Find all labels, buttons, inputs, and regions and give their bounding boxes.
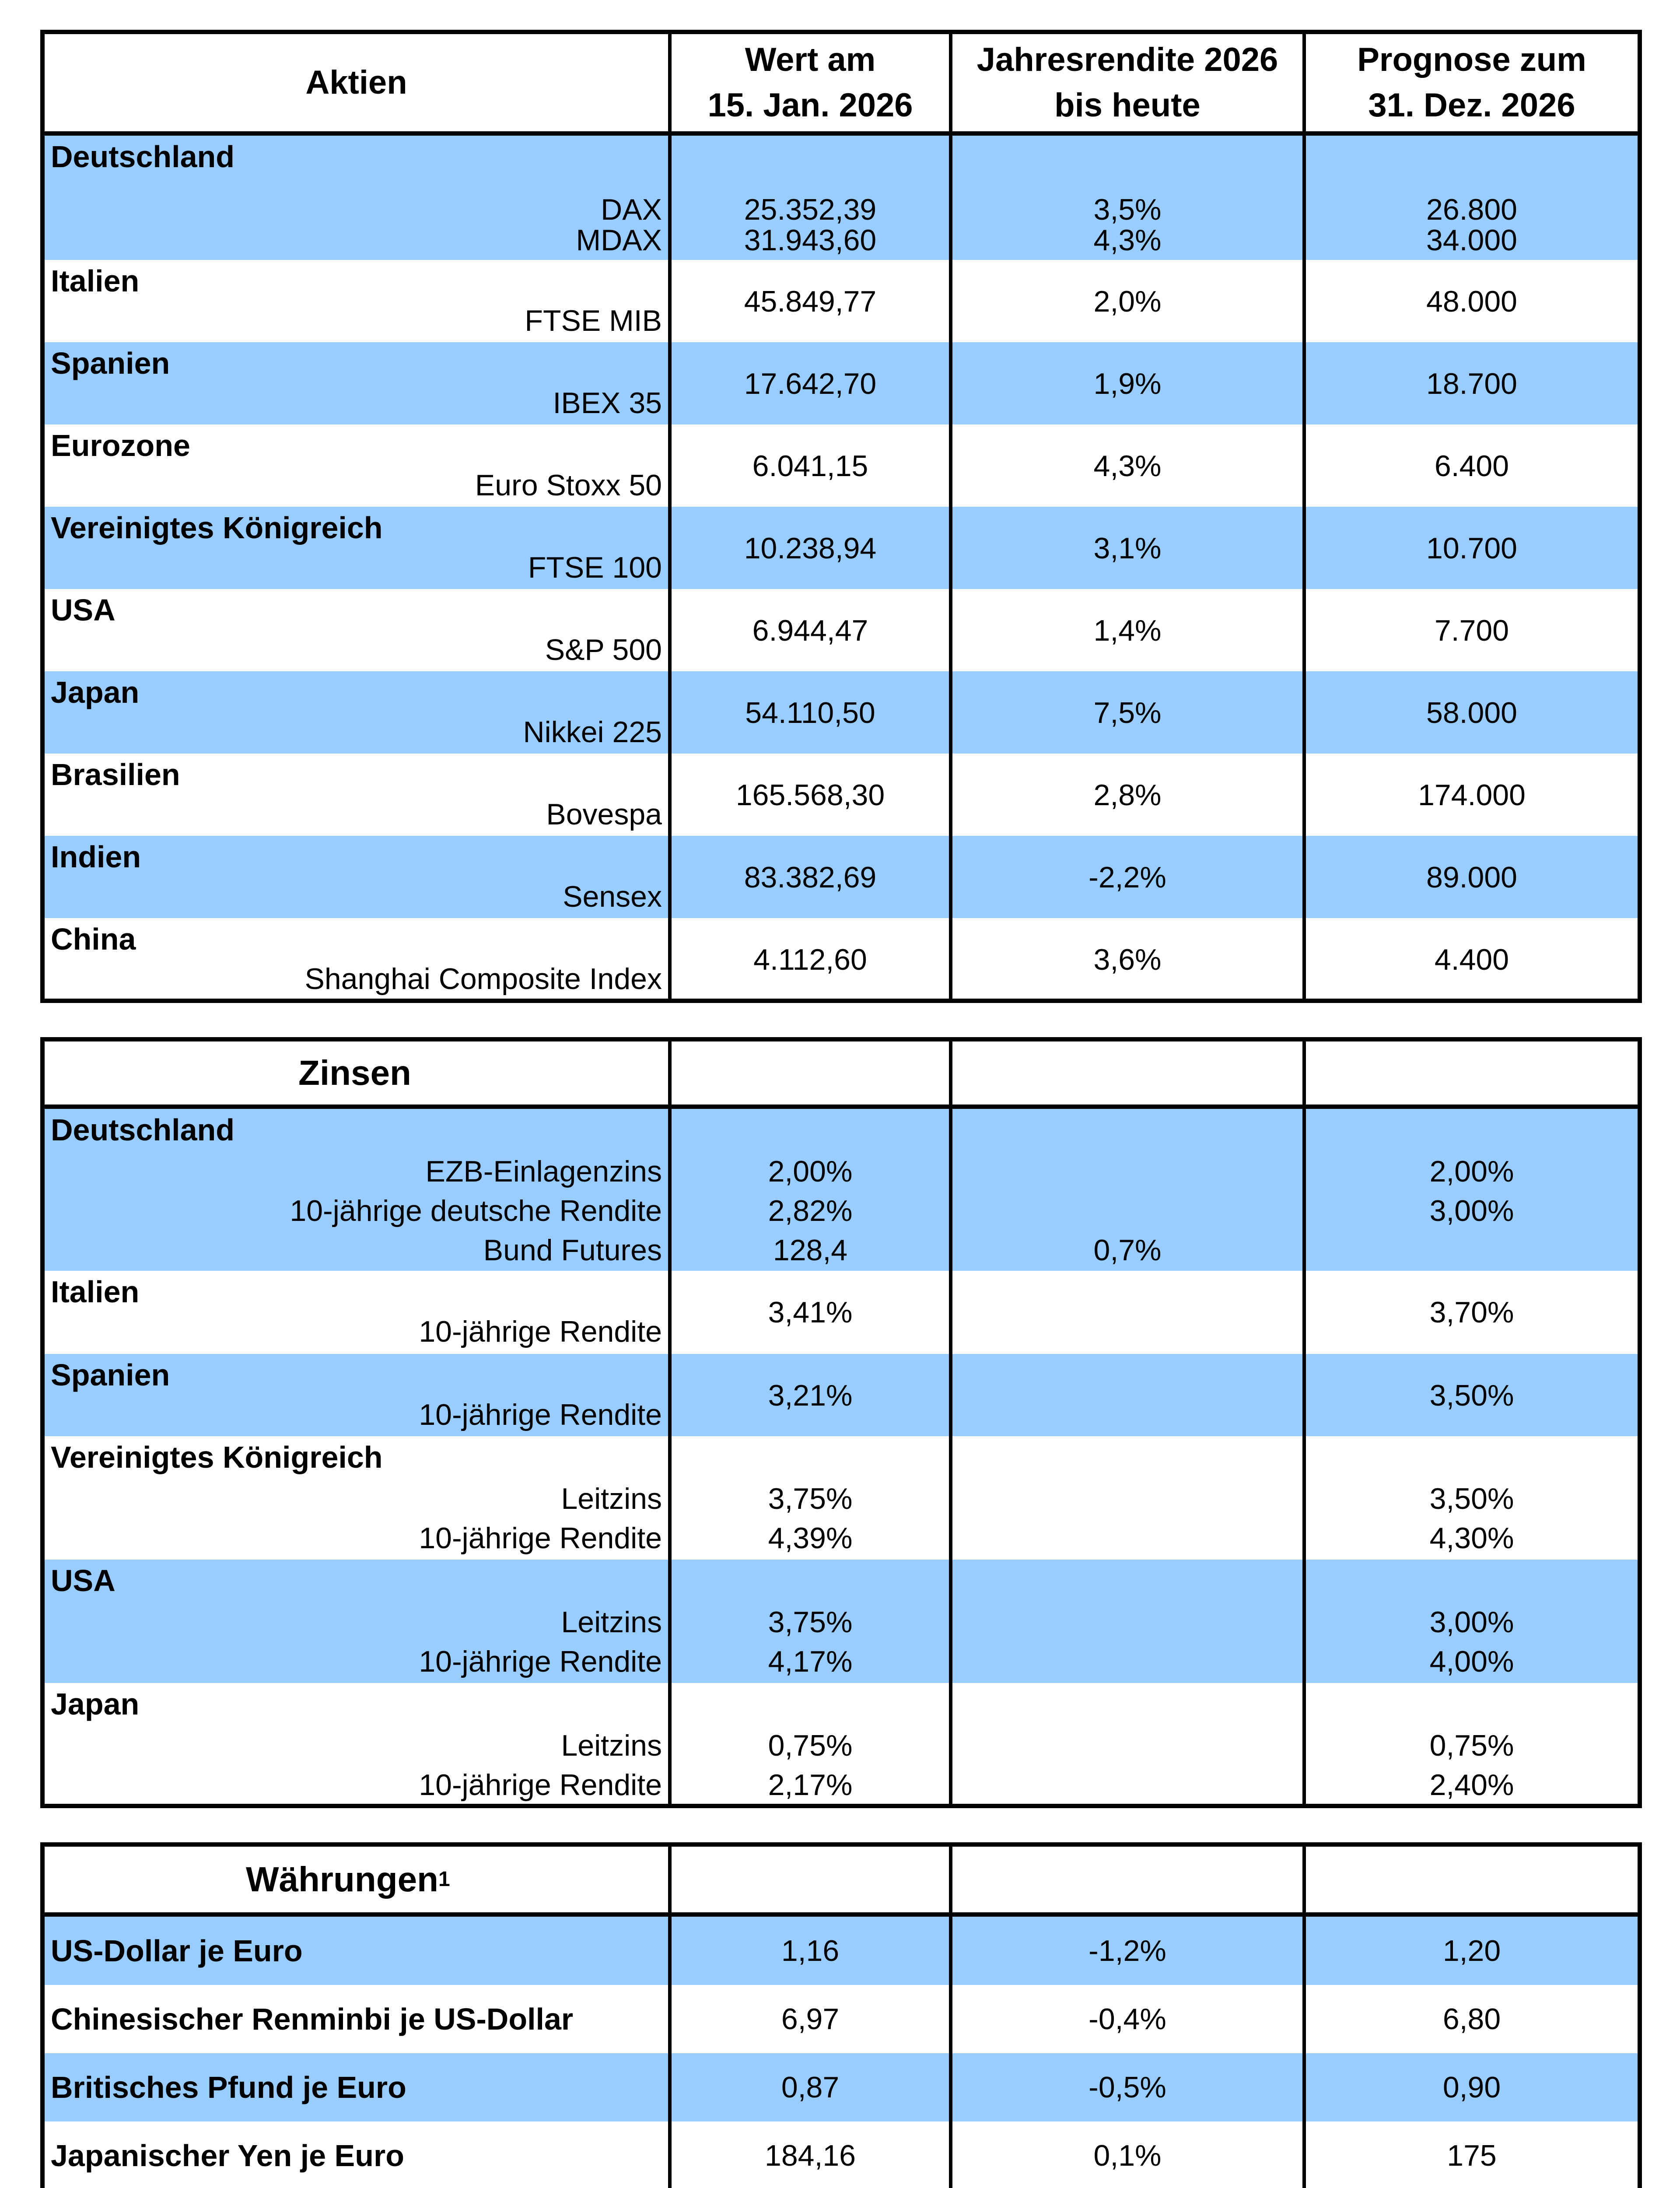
rate-name: 10-jährige Rendite: [419, 1645, 662, 1678]
value-cell: 0,87: [781, 2071, 840, 2104]
forecast-cell: 175: [1447, 2139, 1497, 2172]
country-label: Italien: [51, 264, 140, 298]
forecast-cell: 6.400: [1434, 449, 1509, 483]
rate-name: 10-jährige Rendite: [419, 1398, 662, 1431]
table-row: [45, 836, 1638, 918]
table-row: [45, 1354, 1638, 1436]
country-label: Eurozone: [51, 428, 190, 463]
waehrungen-table: [40, 1842, 1642, 2188]
forecast-cell: 4,00%: [1429, 1645, 1514, 1678]
forecast-cell: 0,90: [1442, 2071, 1501, 2104]
value-cell: 184,16: [765, 2139, 856, 2172]
forecast-cell: 174.000: [1418, 778, 1526, 812]
table-row: [45, 507, 1638, 589]
rate-name: 10-jährige Rendite: [419, 1315, 662, 1348]
index-name: FTSE 100: [528, 551, 662, 584]
value-cell: 6,97: [781, 2002, 840, 2036]
value-cell: 3,75%: [768, 1606, 853, 1639]
rate-name: Leitzins: [561, 1729, 662, 1762]
country-label: Vereinigtes Königreich: [51, 511, 383, 545]
value-cell: 2,82%: [768, 1194, 853, 1227]
country-label: Italien: [51, 1275, 140, 1309]
table-row: [45, 1436, 1638, 1560]
value-cell: 6.041,15: [752, 449, 868, 483]
country-label: Deutschland: [51, 1113, 235, 1147]
forecast-cell: 18.700: [1426, 367, 1517, 400]
forecast-cell: 3,70%: [1429, 1296, 1514, 1329]
country-label: Vereinigtes Königreich: [51, 1440, 383, 1474]
forecast-cell: 4,30%: [1429, 1522, 1514, 1555]
country-label: Brasilien: [51, 757, 180, 792]
forecast-cell: 58.000: [1426, 696, 1517, 729]
ytd-cell: 3,6%: [1093, 943, 1162, 976]
zinsen-title: Zinsen: [298, 1053, 411, 1092]
rate-name: Leitzins: [561, 1482, 662, 1515]
forecast-cell: 2,40%: [1429, 1768, 1514, 1802]
value-cell: 31.943,60: [744, 224, 877, 257]
country-label: Indien: [51, 840, 141, 874]
forecast-cell: 34.000: [1426, 224, 1517, 257]
table-row: [45, 136, 1638, 260]
country-label: Japan: [51, 675, 140, 709]
table-row: [45, 424, 1638, 507]
value-cell: 165.568,30: [735, 778, 885, 812]
value-cell: 4,17%: [768, 1645, 853, 1678]
table-row: [45, 1271, 1638, 1354]
zinsen-header-row: [45, 1041, 1638, 1109]
waehrungen-header-row: [45, 1847, 1638, 1917]
date-header: Wert am 15. Jan. 2026: [707, 41, 913, 124]
value-cell: 2,17%: [768, 1768, 853, 1802]
forecast-cell: 10.700: [1426, 532, 1517, 565]
value-cell: 10.238,94: [744, 532, 877, 565]
ytd-cell: 4,3%: [1093, 449, 1162, 483]
country-label: Japan: [51, 1687, 140, 1721]
waehrungen-title: Währungen 1: [246, 1860, 450, 1899]
forecast-cell: 6,80: [1442, 2002, 1501, 2036]
rate-name: EZB-Einlagenzins: [425, 1155, 662, 1188]
country-label: Spanien: [51, 346, 170, 380]
index-name: Bovespa: [546, 798, 662, 831]
forecast-cell: 1,20: [1442, 1934, 1501, 1967]
value-cell: 17.642,70: [744, 367, 877, 400]
ytd-cell: 4,3%: [1093, 224, 1162, 257]
value-cell: 83.382,69: [744, 861, 877, 894]
rate-name: 10-jährige Rendite: [419, 1522, 662, 1555]
row-label: Chinesischer Renminbi je US-Dollar: [51, 2002, 574, 2036]
table-row: [45, 754, 1638, 836]
table-row: [45, 2053, 1638, 2121]
table-row: [45, 1683, 1638, 1804]
value-cell: 0,75%: [768, 1729, 853, 1762]
aktien-header-row: [45, 34, 1638, 136]
index-name: FTSE MIB: [525, 304, 662, 337]
ytd-header: Jahresrendite 2026 bis heute: [976, 41, 1278, 124]
country-label: USA: [51, 593, 116, 627]
index-name: S&P 500: [545, 633, 662, 666]
row-label: Britisches Pfund je Euro: [51, 2070, 406, 2104]
table-row: [45, 2121, 1638, 2188]
forecast-cell: 4.400: [1434, 943, 1509, 976]
value-cell: 54.110,50: [745, 696, 875, 729]
value-cell: 128,4: [773, 1234, 848, 1267]
ytd-cell: 1,4%: [1093, 614, 1162, 647]
index-name: Shanghai Composite Index: [304, 962, 662, 996]
forecast-cell: 3,50%: [1429, 1379, 1514, 1412]
value-cell: 3,21%: [768, 1379, 853, 1412]
forecast-cell: 48.000: [1426, 285, 1517, 318]
row-label: US-Dollar je Euro: [51, 1934, 303, 1968]
country-label: Deutschland: [51, 140, 235, 174]
ytd-cell: 0,1%: [1093, 2139, 1162, 2172]
table-row: [45, 260, 1638, 342]
index-name: Sensex: [563, 880, 662, 913]
rate-name: 10-jährige deutsche Rendite: [290, 1194, 662, 1227]
rate-name: Leitzins: [561, 1606, 662, 1639]
country-label: China: [51, 922, 136, 956]
value-cell: 45.849,77: [744, 285, 877, 318]
country-label: USA: [51, 1564, 116, 1598]
forecast-cell: 26.800: [1426, 193, 1517, 226]
forecast-header: Prognose zum 31. Dez. 2026: [1357, 41, 1586, 124]
ytd-cell: 0,7%: [1093, 1234, 1162, 1267]
table-row: [45, 1917, 1638, 1985]
ytd-cell: -1,2%: [1088, 1934, 1166, 1967]
forecast-cell: 7.700: [1434, 614, 1509, 647]
index-name: MDAX: [576, 224, 662, 257]
forecast-cell: 0,75%: [1429, 1729, 1514, 1762]
table-row: [45, 1985, 1638, 2053]
forecast-cell: 3,50%: [1429, 1482, 1514, 1515]
index-name: IBEX 35: [553, 386, 662, 420]
rate-name: Bund Futures: [483, 1234, 662, 1267]
ytd-cell: -0,4%: [1088, 2002, 1166, 2036]
ytd-cell: 3,1%: [1093, 532, 1162, 565]
value-cell: 3,75%: [768, 1482, 853, 1515]
table-row: [45, 671, 1638, 754]
aktien-header-label: Aktien: [305, 64, 407, 101]
forecast-cell: 3,00%: [1429, 1194, 1514, 1227]
value-cell: 6.944,47: [752, 614, 868, 647]
ytd-cell: 3,5%: [1093, 193, 1162, 226]
forecast-cell: 2,00%: [1429, 1155, 1514, 1188]
forecast-cell: 89.000: [1426, 861, 1517, 894]
rate-name: 10-jährige Rendite: [419, 1768, 662, 1802]
index-name: DAX: [601, 193, 662, 226]
value-cell: 1,16: [781, 1934, 840, 1967]
table-row: [45, 342, 1638, 424]
value-cell: 2,00%: [768, 1155, 853, 1188]
table-row: [45, 589, 1638, 671]
forecast-cell: 3,00%: [1429, 1606, 1514, 1639]
table-row: [45, 1560, 1638, 1683]
ytd-cell: -2,2%: [1088, 861, 1166, 894]
ytd-cell: 1,9%: [1093, 367, 1162, 400]
zinsen-table: [40, 1037, 1642, 1808]
ytd-cell: 7,5%: [1093, 696, 1162, 729]
value-cell: 4,39%: [768, 1522, 853, 1555]
row-label: Japanischer Yen je Euro: [51, 2139, 404, 2173]
value-cell: 4.112,60: [753, 943, 867, 976]
index-name: Nikkei 225: [523, 715, 662, 749]
aktien-table: [40, 30, 1642, 1003]
ytd-cell: 2,8%: [1093, 778, 1162, 812]
ytd-cell: -0,5%: [1088, 2071, 1166, 2104]
table-row: [45, 918, 1638, 1000]
value-cell: 3,41%: [768, 1296, 853, 1329]
ytd-cell: 2,0%: [1093, 285, 1162, 318]
country-label: Spanien: [51, 1358, 170, 1392]
table-row: [45, 1109, 1638, 1271]
index-name: Euro Stoxx 50: [475, 469, 662, 502]
value-cell: 25.352,39: [744, 193, 877, 226]
